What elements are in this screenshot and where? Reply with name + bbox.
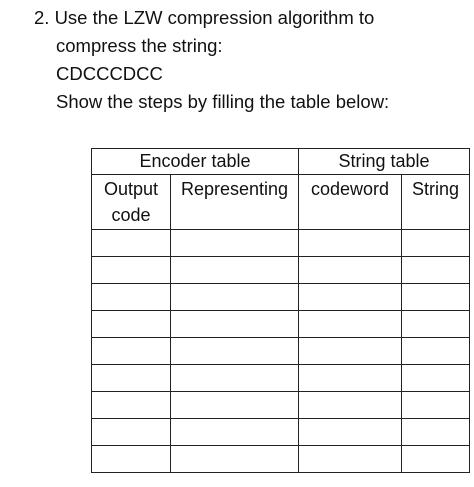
string-cell[interactable] (402, 365, 470, 392)
output-code-cell[interactable] (92, 392, 171, 419)
string-cell[interactable] (402, 311, 470, 338)
representing-header: Representing (171, 175, 299, 230)
string-cell[interactable] (402, 230, 470, 257)
codeword-cell[interactable] (299, 338, 402, 365)
representing-cell[interactable] (171, 392, 299, 419)
output-code-cell[interactable] (92, 230, 171, 257)
codeword-cell[interactable] (299, 284, 402, 311)
table-body (92, 230, 470, 473)
table-row (92, 311, 470, 338)
question-text: compress the string: (56, 35, 223, 56)
output-code-cell[interactable] (92, 365, 171, 392)
representing-cell[interactable] (171, 257, 299, 284)
table-row (92, 419, 470, 446)
representing-cell[interactable] (171, 338, 299, 365)
table-row (92, 257, 470, 284)
table-row (92, 446, 470, 473)
string-cell[interactable] (402, 257, 470, 284)
instruction-text: Show the steps by filling the table below: (56, 91, 390, 112)
string-cell[interactable] (402, 419, 470, 446)
table-row (92, 392, 470, 419)
table-row (92, 365, 470, 392)
table-group-header-row (92, 149, 470, 175)
output-code-cell[interactable] (92, 311, 171, 338)
codeword-cell[interactable] (299, 230, 402, 257)
table-row (92, 284, 470, 311)
question-block (34, 4, 389, 116)
representing-cell[interactable] (171, 230, 299, 257)
codeword-cell[interactable] (299, 365, 402, 392)
output-header-line2: code (111, 205, 151, 225)
output-code-cell[interactable] (92, 338, 171, 365)
output-code-cell[interactable] (92, 419, 171, 446)
representing-cell[interactable] (171, 365, 299, 392)
string-cell[interactable] (402, 284, 470, 311)
output-code-cell[interactable] (92, 446, 171, 473)
representing-cell[interactable] (171, 311, 299, 338)
representing-cell[interactable] (171, 284, 299, 311)
string-header: String (402, 175, 470, 230)
output-header-line1: Output (103, 179, 159, 199)
codeword-cell[interactable] (299, 311, 402, 338)
string-cell[interactable] (402, 446, 470, 473)
table-row (92, 338, 470, 365)
question-title: 2. Use the LZW compression algorithm to (34, 7, 375, 28)
string-cell[interactable] (402, 338, 470, 365)
encoder-table-header: Encoder table (92, 149, 299, 175)
output-code-cell[interactable] (92, 257, 171, 284)
string-table-header: String table (299, 149, 470, 175)
input-string: CDCCCDCC (56, 63, 163, 84)
codeword-cell[interactable] (299, 257, 402, 284)
codeword-header: codeword (299, 175, 402, 230)
output-code-cell[interactable] (92, 284, 171, 311)
representing-cell[interactable] (171, 446, 299, 473)
representing-cell[interactable] (171, 419, 299, 446)
output-code-header (92, 175, 171, 230)
codeword-cell[interactable] (299, 446, 402, 473)
string-cell[interactable] (402, 392, 470, 419)
lzw-table (91, 148, 470, 473)
codeword-cell[interactable] (299, 419, 402, 446)
table-column-header-row (92, 175, 470, 230)
codeword-cell[interactable] (299, 392, 402, 419)
table-row (92, 230, 470, 257)
